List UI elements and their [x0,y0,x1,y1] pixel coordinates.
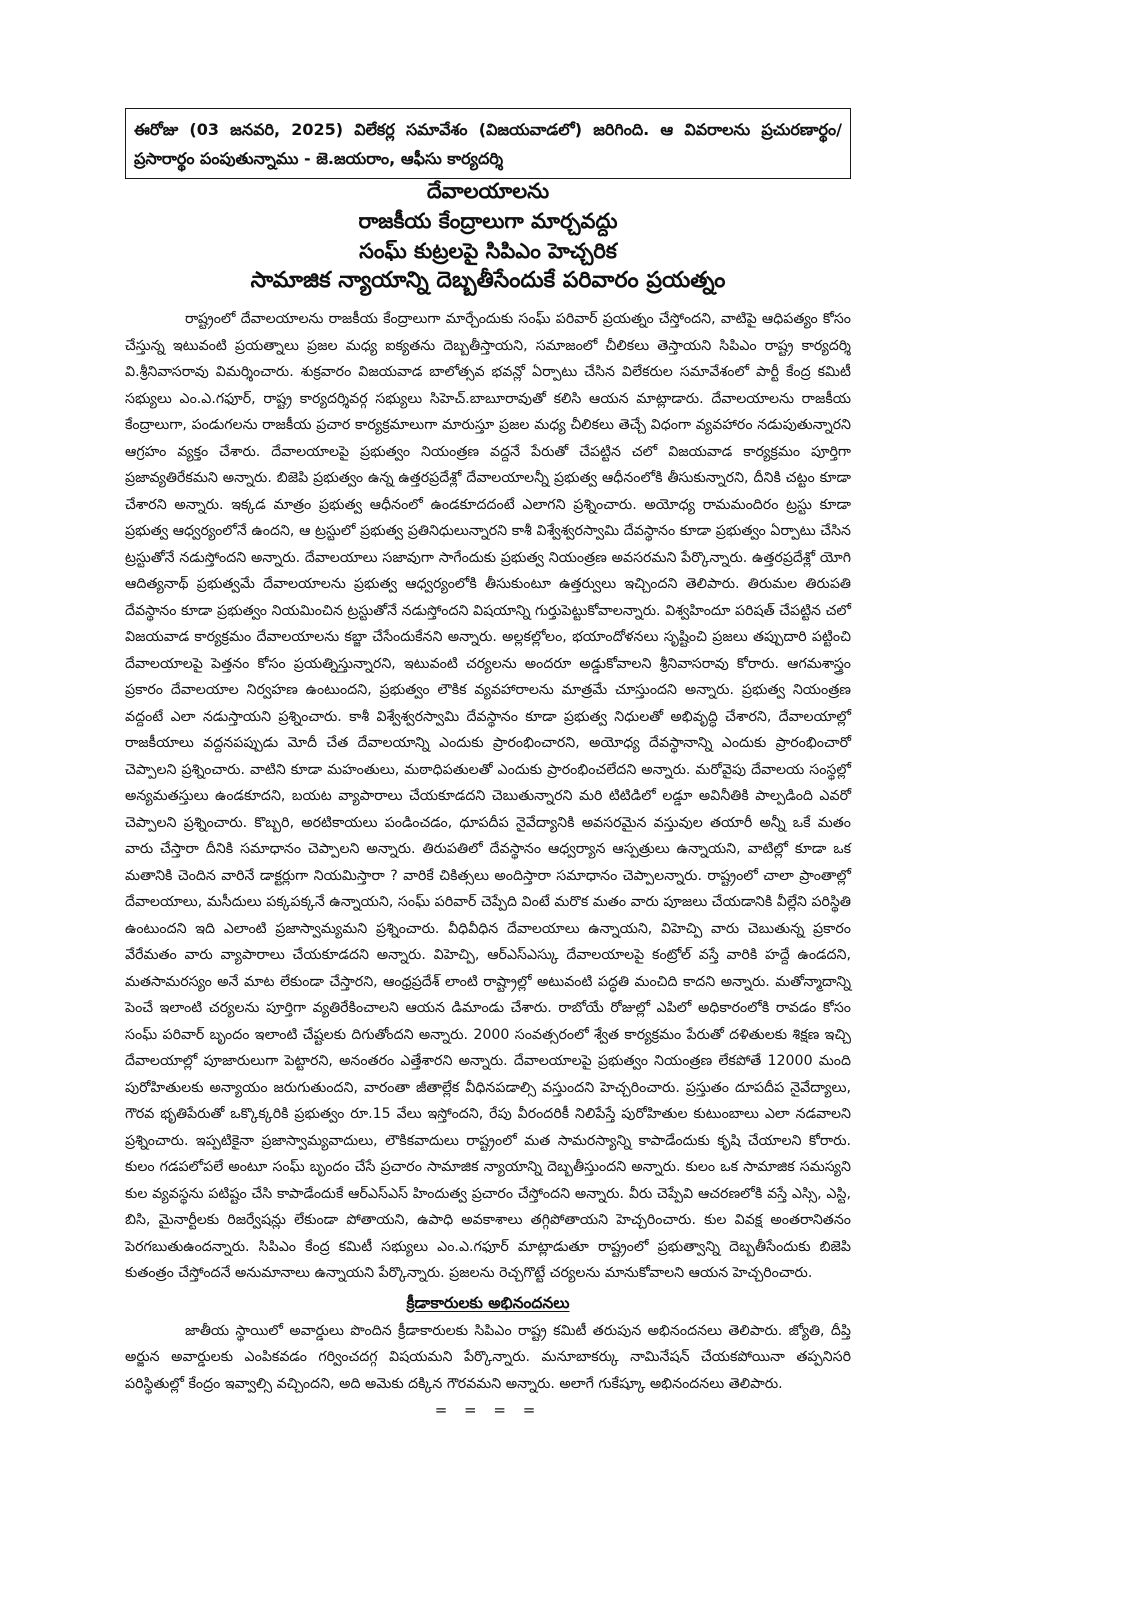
headline-line-2: రాజకీయ కేంద్రాలుగా మార్చవద్దు [358,209,618,233]
notice-box [125,108,851,179]
headline-line-1: దేవాలయాలను [426,179,550,203]
notice-text: ఈరోజు (03 జనవరి, 2025) విలేకర్ల సమావేశం (విజయవాడలో) జరిగింది. ఆ వివరాలను ప్రచురణార్థం/ ప్రసారార్థం పంపుతున్నాము - జె.జయరాం, ఆఫీసు కార్యదర్శి [134,120,842,168]
sports-paragraph: జాతీయ స్థాయిలో అవార్డులు పొందిన క్రీడాకారులకు సిపిఎం రాష్ట్ర కమిటీ తరుపున అభినందనలు తెలిపారు. జ్యోతి, దీప్తి అర్జున అవార్డులకు ఎంపికవడం గర్వించదగ్గ విషయమని పేర్కొన్నారు. మనూబాకర్కు నామినేషన్ చేయకపోయినా తప్పనిసరి పరిస్థితుల్లో కేంద్రం ఇవ్వాల్సి వచ్చిందని, అది అమెకు దక్కిన గౌరవమని అన్నారు. అలాగే గుకేష్కూ అభినందనలు తెలిపారు. [125,1322,851,1392]
headline-block [125,176,851,296]
end-mark: = = = = [434,1401,542,1419]
sports-heading [125,1290,851,1316]
headline-line-3: సంఘ్ కుట్రలపై సిపిఎం హెచ్చరిక [359,239,617,263]
sports-heading-text: క్రీడాకారులకు అభినందనలు [406,1293,570,1312]
article-body [125,306,851,1421]
article-paragraph: రాష్ట్రంలో దేవాలయాలను రాజకీయ కేంద్రాలుగా మార్చేందుకు సంఘ్ పరివార్ ప్రయత్నం చేస్తోందని, వాటిపై ఆధిపత్యం కోసం చేస్తున్న ఇటువంటి ప్రయత్నాలు ప్రజల మధ్య ఐక్యతను దెబ్బతీస్తాయని, సమాజంలో చీలికలు తెస్తాయని సిపిఎం రాష్ట్ర కార్యదర్శి వి.శ్రీనివాసరావు విమర్శించారు. శుక్రవారం విజయవాడ బాలోత్సవ భవన్లో ఏర్పాటు చేసిన విలేకరుల సమావేశంలో పార్టీ కేంద్ర కమిటీ సభ్యులు ఎం.ఎ.గఫూర్, రాష్ట్ర కార్యదర్శివర్గ సభ్యులు సిహెచ్.బాబూరావుతో కలిసి ఆయన మాట్లాడారు. దేవాలయాలను రాజకీయ కేంద్రాలుగా, పండుగలను రాజకీయ ప్రచార కార్యక్రమాలుగా మారుస్తూ ప్రజల మధ్య చీలికలు తెచ్చే విధంగా వ్యవహారం నడుపుతున్నారని ఆగ్రహం వ్యక్తం చేశారు. దేవాలయాలపై ప్రభుత్వం నియంత్రణ వద్దనే పేరుతో చేపట్టిన చలో విజయవాడ కార్యక్రమం పూర్తిగా ప్రజావ్యతిరేకమని అన్నారు. బిజెపి ప్రభుత్వం ఉన్న ఉత్తరప్రదేశ్లో దేవాలయాలన్నీ ప్రభుత్వ ఆధీనంలోకి తీసుకున్నారని, దీనికి చట్టం కూడా చేశారని అన్నారు. ఇక్కడ మాత్రం ప్రభుత్వ ఆధీనంలో ఉండకూదదంటే ఎలాగని ప్రశ్నించారు. అయోధ్య రామమందిరం ట్రస్టు కూడా ప్రభుత్వ ఆధ్వర్యంలోనే ఉందని, ఆ ట్రస్టులో ప్రభుత్వ ప్రతినిధులున్నారని కాశీ విశ్వేశ్వరస్వామి దేవస్థానం కూడా ప్రభుత్వం ఏర్పాటు చేసిన ట్రస్టుతోనే నడుస్తోందని అన్నారు. దేవాలయాలు సజావుగా సాగేందుకు ప్రభుత్వ నియంత్రణ అవసరమని పేర్కొన్నారు. ఉత్తరప్రదేశ్లో యోగి ఆదిత్యనాథ్ ప్రభుత్వమే దేవాలయాలను ప్రభుత్వ ఆధ్వర్యంలోకి తీసుకుంటూ ఉత్తర్వులు ఇచ్చిందని తెలిపారు. తిరుమల తిరుపతి దేవస్థానం కూడా ప్రభుత్వం నియమించిన ట్రస్టుతోనే నడుస్తోందని విషయాన్ని గుర్తుపెట్టుకోవాలన్నారు. విశ్వహిందూ పరిషత్ చేపట్టిన చలో విజయవాడ కార్యక్రమం దేవాలయాలను కబ్జా చేసేందుకేనని అన్నారు. అల్లకల్లోలం, భయాందోళనలు సృష్టించి ప్రజలు తప్పుదారి పట్టించి దేవాలయాలపై పెత్తనం కోసం ప్రయత్నిస్తున్నారని, ఇటువంటి చర్యలను అందరూ అడ్డుకోవాలని శ్రీనివాసరావు కోరారు. ఆగమశాస్త్రం ప్రకారం దేవాలయాల నిర్వహణ ఉంటుందని, ప్రభుత్వం లౌకిక వ్యవహారాలను మాత్రమే చూస్తుందని అన్నారు. ప్రభుత్వ నియంత్రణ వద్దంటే ఎలా నడుస్తాయని ప్రశ్నించారు. కాశీ విశ్వేశ్వరస్వామి దేవస్థానం కూడా ప్రభుత్వ నిధులతో అభివృద్ధి చేశారని, దేవాలయాల్లో రాజకీయాలు వద్దనపప్పుడు మోదీ చేత దేవాలయాన్ని ఎందుకు ప్రారంభించారని, అయోధ్య దేవస్థానాన్ని ఎందుకు ప్రారంభించారో చెప్పాలని ప్రశ్నించారు. వాటిని కూడా మహంతులు, మఠాధిపతులతో ఎందుకు ప్రారంభించలేదని అన్నారు. మరోవైపు దేవాలయ సంస్థల్లో అన్యమతస్తులు ఉండకూదని, బయట వ్యాపారాలు చేయకూడదని చెబుతున్నారని మరి టిటిడిలో లడ్డూ అవినీతికి పాల్పడింది ఎవరో చెప్పాలని ప్రశ్నించారు. కొబ్బరి, అరటికాయలు పండించడం, ధూపదీప నైవేద్యానికి అవసరమైన వస్తువుల తయారీ అన్నీ ఒకే మతం వారు చేస్తారా దీనికి సమాధానం చెప్పాలని అన్నారు. తిరుపతిలో దేవస్థానం ఆధ్వర్యాన ఆస్పత్రులు ఉన్నాయని, వాటిల్లో కూడా ఒక మతానికి చెందిన వారినే డాక్టర్లుగా నియమిస్తారా ? వారికే చికిత్సలు అందిస్తారా సమాధానం చెప్పాలన్నారు. రాష్ట్రంలో చాలా ప్రాంతాల్లో దేవాలయాలు, మసీదులు పక్కపక్కనే ఉన్నాయని, సంఘ్ పరివార్ చెప్పేది వింటే మరొక మతం వారు పూజలు చేయడానికి వీల్లేని పరిస్థితి ఉంటుందని ఇది ఎలాంటి ప్రజాస్వామ్యమని ప్రశ్నించారు. వీధివీధిన దేవాలయాలు ఉన్నాయని, విహెచ్పి వారు చెబుతున్న ప్రకారం వేరేమతం వారు వ్యాపారాలు చేయకూడదని అన్నారు. విహెచ్పి, ఆర్ఎస్ఎస్కు దేవాలయాలపై కంట్రోల్ వస్తే వారికి హద్దే ఉండదని, మతసామరస్యం అనే మాట లేకుండా చేస్తారని, ఆంధ్రప్రదేశ్ లాంటి రాష్ట్రాల్లో అటువంటి పద్ధతి మంచిది కాదని అన్నారు. మతోన్మాదాన్ని పెంచే ఇలాంటి చర్యలను పూర్తిగా వ్యతిరేకించాలని ఆయన డిమాండు చేశారు. రాబోయే రోజుల్లో ఎపిలో అధికారంలోకి రావడం కోసం సంఘ్ పరివార్ బృందం ఇలాంటి చేష్టలకు దిగుతోందని అన్నారు. 2000 సంవత్సరంలో శ్వేత కార్యక్రమం పేరుతో దళితులకు శిక్షణ ఇచ్చి దేవాలయాల్లో పూజారులుగా పెట్టారని, అనంతరం ఎత్తేశారని అన్నారు. దేవాలయాలపై ప్రభుత్వం నియంత్రణ లేకపోతే 12000 మంది పురోహితులకు అన్యాయం జరుగుతుందని, వారంతా జీతాల్లేక వీధినపడాల్సి వస్తుందని హెచ్చరించారు. ప్రస్తుతం దూపదీప నైవేద్యాలు, గౌరవ భృతిపేరుతో ఒక్కొక్కరికి ప్రభుత్వం రూ.15 వేలు ఇస్తోందని, రేపు వీరందరికీ నిలిపేస్తే పురోహితుల కుటుంబాలు ఎలా నడవాలని ప్రశ్నించారు. ఇప్పటికైనా ప్రజాస్వామ్యవాదులు, లౌకికవాదులు రాష్ట్రంలో మత సామరస్యాన్ని కాపాడేందుకు కృషి చేయాలని కోరారు. కులం గడపలోపలే అంటూ సంఘ్ బృందం చేసే ప్రచారం సామాజిక న్యాయాన్ని దెబ్బతీస్తుందని అన్నారు. కులం ఒక సామాజిక సమస్యని కుల వ్యవస్థను పటిష్టం చేసి కాపాడేందుకే ఆర్ఎస్ఎస్ హిందుత్వ ప్రచారం చేస్తోందని అన్నారు. వీరు చెప్పేవి ఆచరణలోకి వస్తే ఎస్సి, ఎస్టి, బిసి, మైనార్టీలకు రిజర్వేషన్లు లేకుండా పోతాయని, ఉపాధి అవకాశాలు తగ్గిపోతాయని హెచ్చరించారు. కుల వివక్ష అంతరానితనం పెరగబుతుఉందన్నారు. సిపిఎం కేంద్ర కమిటీ సభ్యులు ఎం.ఎ.గఫూర్ మాట్లాడుతూ రాష్ట్రంలో ప్రభుత్వాన్ని దెబ్బతీసేందుకు బిజెపి కుతంత్రం చేస్తోందనే అనుమానాలు ఉన్నాయని పేర్కొన్నారు. ప్రజలను రెచ్చగొట్టే చర్యలను మానుకోవాలని ఆయన హెచ్చరించారు. [125,311,851,1281]
headline-line-4: సామాజిక న్యాయాన్ని దెబ్బతీసేందుకే పరివారం ప్రయత్నం [250,268,726,293]
